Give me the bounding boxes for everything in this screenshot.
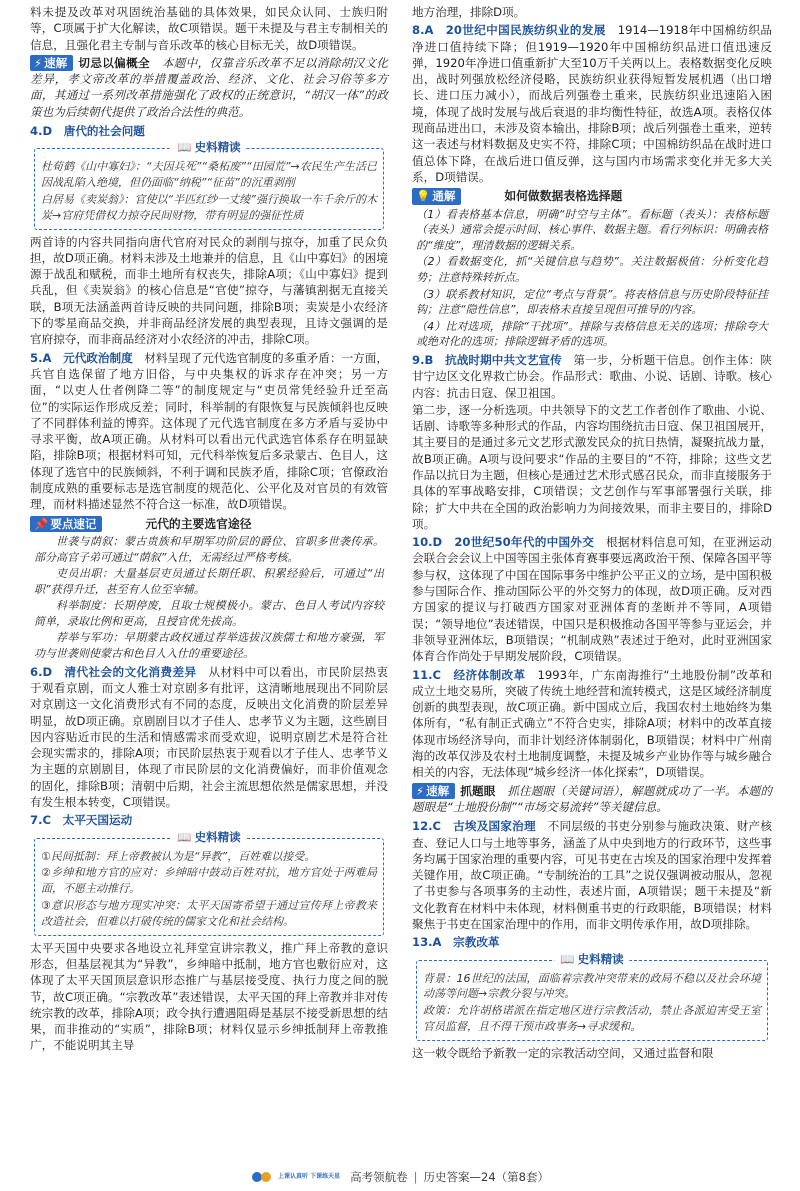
publisher-logo-icon xyxy=(251,1169,273,1185)
tip-body: 抓住题眼（关键词语），解题就成功了一半。本题的题眼是“土地股份制”“市场交易流转”等关键信息。 xyxy=(412,783,772,814)
q13-topic: 宗教改革 xyxy=(453,935,500,950)
q9-number: 9.B xyxy=(412,352,434,367)
method-item: （1）看表格基本信息，明确“时空与主体”。看标题（表头）：表格标题（表头）通常会提示时间、核心事件、数据主题。看行列标识：明确表格的“维度”，理清数据的逻辑关系。 xyxy=(416,207,768,252)
q7-material-box xyxy=(34,829,384,936)
q3-tip xyxy=(30,55,388,120)
key-point-item: 世袭与荫叙：蒙古贵族和早期军功阶层的爵位、官职多世袭传承。部分高官子弟可通过“荫叙”入仕，无需经过严格考核。 xyxy=(34,534,384,564)
q5-topic: 元代政治制度 xyxy=(63,350,133,365)
question-12 xyxy=(412,818,772,932)
q10-topic: 20世纪50年代的中国外交 xyxy=(454,535,595,550)
key-point-item: 吏员出职：大量基层吏员通过长期任职、积累经验后，可通过“出职”获得升迁，甚至有人位至宰辅。 xyxy=(34,567,384,596)
question-13 xyxy=(412,934,772,1061)
tip-lead: 抓题眼 xyxy=(460,783,496,798)
q12-topic: 古埃及国家治理 xyxy=(453,819,536,834)
q7-material-line: ①民间抵制：拜上帝教被认为是“异教”，百姓难以接受。 xyxy=(41,849,316,863)
q10-number: 10.D xyxy=(412,535,443,550)
logo-text: 上课认真听 下课练天星 xyxy=(278,1173,341,1181)
q11-explanation: 1993年，广东南海推行“土地股份制”改革和成立土地交易所，突破了传统土地经营和流转模式，这是区域经济制度创新的典型表现，故C项正确。新中国成立后，我国农村土地始终为集体所有，“私有制正式确立”不符合史实，排除A项；材料中的改革直接体现市场经济导向，而非计划经济体制弱化，B项错误；材料中广州南海的改革仅涉及农村土地制度调整，未提及城乡产业协作等与城乡融合相关的内容，无法体现“城乡经济一体化探索”，D项错误。 xyxy=(412,667,772,780)
q9-step2: 第二步，逐一分析选项。中共领导下的文艺工作者创作了歌曲、小说、话剧、诗歌等多种形式的作品，内容均围绕抗击日寇、保卫祖国展开，其主要目的是通过多元文艺形式激发民众的抗日热情，凝聚抗战力量，故B项正确。A项与设问要求“作品的主要目的”不符，排除；这些文艺作品以抗日为主题，但核心是通过艺术形式感召民众，而非直接服务于具体的军事战略安排，C项错误；文艺创作与军事部署强行关联，排除；扩大中共在全国的政治影响力为间接效果，而非主要目的，排除D项。 xyxy=(412,402,772,531)
method-box xyxy=(412,188,772,350)
q13-material-box xyxy=(416,951,768,1041)
material-label: 📖 史料精读 xyxy=(171,830,246,846)
tip-lead: 切忌以偏概全 xyxy=(78,55,150,70)
q12-number: 12.C xyxy=(412,819,442,834)
question-11 xyxy=(412,667,772,781)
pin-icon: 📌 xyxy=(34,516,49,531)
question-8 xyxy=(412,22,772,185)
method-item: （4）比对选项，排除“干扰项”。排除与表格信息无关的选项；排除夸大或绝对化的选项；排除逻辑矛盾的选项。 xyxy=(416,319,768,349)
method-item: （2）看数据变化，抓“关键信息与趋势”。关注数据极值：分析变化趋势；注意特殊转折点。 xyxy=(416,255,768,284)
question-5 xyxy=(30,350,388,513)
q7-continuation: 地方治理，排除D项。 xyxy=(412,5,526,19)
q13-number: 13.A xyxy=(412,935,442,950)
q4-material-line: 杜荀鹤《山中寡妇》：“夫因兵死”“桑柘废”“田园荒”→农民生产生活已因战乱陷入绝境，但仍面临“纳税”“征苗”的沉重剥削 xyxy=(41,160,377,190)
q4-material-box xyxy=(34,140,384,229)
q13-material-line: 政策：允许胡格诺派在指定地区进行宗教活动，禁止各派迫害受王室官员监督，且不得干预市政事务→寻求缓和。 xyxy=(423,1004,761,1033)
q4-number: 4.D xyxy=(30,124,53,139)
q7-number: 7.C xyxy=(30,813,51,828)
tip-body: 本题中，仅靠音乐改革不足以消除胡汉文化差异，孝文帝改革的举措覆盖政治、经济、文化、社会习俗等多方面，其通过一系列改革措施强化了政权的正统意识，“胡汉一体”的政策也为后续朝代提供了政治合法性的典范。 xyxy=(30,55,388,119)
q4-topic: 唐代的社会问题 xyxy=(63,124,145,139)
lightning-icon: ⚡ xyxy=(34,55,43,70)
footer-series: 高考领航卷 xyxy=(350,1169,408,1184)
section-title: 如何做数据表格选择题 xyxy=(504,189,623,204)
q6-topic: 清代社会的文化消费差异 xyxy=(64,664,197,679)
q10-explanation: 根据材料信息可知，在亚洲运动会联合会会议上中国等国主张体育赛事要远离政治干预、保障各国平等参与权，这体现了中国在国际事务中维护公平正义的立场，是中国积极参与国际合作、推动国际公平的外交努力的体现，故D项正确。反对西方国家的提议与打破西方国家对亚洲体育的垄断并不等同，A项错误；“领导地位”表述错误，中国只是积极推动各国平等参与亚运会，并非领导亚洲体坛，B项错误；“机制成熟”表述过于绝对，此时亚洲国家体育合作尚处于早期发展阶段，C项错误。 xyxy=(412,535,772,664)
method-item: （3）联系教材知识，定位“考点与背景”。将表格信息与历史阶段特征挂钩；注意“隐性信息”，即表格未直接呈现但可推导的内容。 xyxy=(416,287,768,317)
question-6 xyxy=(30,664,388,811)
question-10 xyxy=(412,534,772,664)
key-point-item: 荐举与军功：早期蒙古政权通过荐举选拔汉族儒士和地方豪强，军功与世袭则使蒙古和色目人入仕的重要途径。 xyxy=(34,631,384,661)
tip-tag: ⚡ 速解 xyxy=(30,55,73,71)
q13-explanation: 这一敕令既给予新教一定的宗教活动空间，又通过监督和限 xyxy=(412,1045,714,1060)
key-points-box xyxy=(30,516,388,662)
q7-explanation: 太平天国中央要求各地设立礼拜堂宣讲宗教义，推广拜上帝教的意识形态，但基层视其为“异教”，乡绅暗中抵制，地方官也敷衍应对，这体现了太平天国顶层意识形态推广与基层接受度、执行力度之间的脱节，故C项正确。“宗教改革”表述错误，太平天国的拜上帝教并非对传统宗教的改革，排除A项；政令执行遭遇阻碍是基层不接受新思想的结果，而非推动的“实质”，排除B项；材料仅显示乡绅抵制拜上帝教推广，不能说明其主导 xyxy=(30,940,388,1053)
q8-topic: 20世纪中国民族纺织业的发展 xyxy=(445,23,606,38)
lightning-icon: ⚡ xyxy=(416,783,425,798)
book-icon: 📖 xyxy=(560,951,575,966)
section-title: 元代的主要选官途径 xyxy=(145,516,252,531)
q3-continuation: 料未提及改革对巩固统治基础的具体效果，如民众认同、士族归附等，C项属于扩大化解读，故C项错误。题干未提及与君主专制相关的信息，且强化君主专制与音乐改革的核心目标无关，故D项错误。 xyxy=(30,5,388,52)
q11-tip xyxy=(412,783,772,816)
section-tag: 📌 要点速记 xyxy=(30,516,102,532)
key-point-item: 科举制度：长期停废，且取士规模极小。蒙古、色目人考试内容较简单，录取比例和更高，且授官优先拔高。 xyxy=(34,599,384,628)
q9-topic: 抗战时期中共文艺宣传 xyxy=(445,352,562,367)
q12-explanation: 不同层级的书吏分别参与施政决策、财产核查、登记人口与土地等事务，涵盖了从中央到地方的行政环节，这些事务均属于国家治理的重要内容，可见书吏在古埃及的国家治理中发挥着关键作用，故C项正确。“专制统治的工具”之说仅强调被动服从，忽视了书吏参与各项事务的主动性，表述片面，A项错误；题干未提及“新文化教育在材料中未体现，材料侧重书吏的行政职能，B项错误；材料聚焦于书吏在国家治理中的作用，而非文明传承作用，故D项排除。 xyxy=(412,819,772,931)
right-column xyxy=(412,4,772,1062)
material-label: 📖 史料精读 xyxy=(554,952,629,968)
q4-explanation: 两首诗的内容共同指向唐代官府对民众的剥削与掠夺，加重了民众负担，故D项正确。材料未涉及土地兼并的信息，且《山中寡妇》的困境源于战乱和赋税，而非土地所有权丧失，排除A项；《山中寡妇》提到兵乱，但《卖炭翁》的核心信息是“官使”掠夺，与藩镇割据无直接关联，B项无法涵盖两首诗反映的共同问题，排除B项；卖炭是小农经济下的零星商品交换，并非商品经济发展的典型表现，且诗文强调的是官府掠夺，而非商品经济对小农经济的冲击，排除C项。 xyxy=(30,234,388,347)
q6-explanation: 从材料中可以看出，市民阶层热衷于观看京剧，而文人雅士对京剧多有批评，这清晰地展现出不同阶层对京剧这一文化消费形式有不同的态度，反映出文化消费的阶层差异明显，故D项正确。京剧剧目以才子佳人、忠孝节义为主题，这些剧目因内容贴近市民的生活和情感需求而受欢迎，说明京剧艺术是符合社会现实需求的，排除A项；市民阶层热衷于观看以才子佳人、忠孝节义为主题的京剧剧目，体现了市民阶层的文化消费偏好，而非价值观念的固化，排除B项；清朝中后期，社会主流思想依然是儒家思想，并没有发生根本转变，C项错误。 xyxy=(30,664,388,810)
q5-number: 5.A xyxy=(30,350,52,365)
question-4 xyxy=(30,123,388,348)
q7-topic: 太平天国运动 xyxy=(62,813,133,828)
q4-material-line: 白居易《卖炭翁》：官使以“半匹红纱一丈绫”强行换取一车千余斤的木炭→官府凭借权力掠夺民间财物，带有明显的强征性质 xyxy=(41,192,377,222)
q7-material-line: ②乡绅和地方官的应对：乡绅暗中鼓动百姓对抗，地方官处于两难局面，不愿主动推行。 xyxy=(41,866,377,896)
tip-tag: ⚡ 速解 xyxy=(412,783,455,799)
q7-material-line: ③意识形态与地方现实冲突：太平天国寄希望于通过宣传拜上帝教来改造社会，但难以打破传统的儒家文化和社会结构。 xyxy=(41,899,377,928)
section-tag: 💡 通解 xyxy=(412,188,461,204)
question-7 xyxy=(30,812,388,1053)
q6-number: 6.D xyxy=(30,664,53,679)
q9-step1: 第一步，分析题干信息。创作主体：陕甘宁边区文化界救亡协会。作品形式：歌曲、小说、话剧、诗歌。核心内容：抗击日寇、保卫祖国。 xyxy=(412,352,772,400)
q11-topic: 经济体制改革 xyxy=(453,667,526,682)
q5-explanation: 材料呈现了元代选官制度的多重矛盾：一方面，兵官自选保留了地方旧俗，与中央集权的诉求存在冲突；另一方面，“以吏人仕者例降二等”的制度规定与“吏员常凭经验升迁至高位”的实际运作形成反差；同时，科举制的有限恢复与民族倾斜也反映了不同群体利益的博弈。这体现了元代选官制度在多方矛盾与妥协中寻求平衡，故A项正确。从材料可以看出元代武选官体系存在明显缺陷，排除B项；根据材料可知，元代科举恢复后多录蒙古、色目人，这体现了选官中的民族倾斜，不利于调和民族矛盾，排除C项；官僚政治制度成熟的重要标志是选官制度的规范化、公平化及对官员的有效管理，而材料描述显然不符合这一标准，故D项错误。 xyxy=(30,350,388,512)
question-9 xyxy=(412,352,772,532)
left-column xyxy=(30,4,388,1055)
book-icon: 📖 xyxy=(177,829,192,844)
q13-material-line: 背景：16世纪的法国，面临着宗教冲突带来的政局不稳以及社会环境动荡等问题→宗教分裂与冲突。 xyxy=(423,971,761,1001)
q8-number: 8.A xyxy=(412,23,434,38)
q8-explanation: 1914—1918年中国棉纺织品净进口值持续下降；但1919—1920年中国棉纺织品进口值迅速反弹，1920年净进口值重新扩大至10万千关两以上。表格数据变化反映出，战时列强放松经济侵略，民族纺织业获得短暂发展机遇（出口增长、进口压力减小），而战后列强卷土重来，民族纺织业迅速陷入困境，体现了战时发展与战后衰退的非均衡性特征，故选A项。表格仅体现商品进出口，未涉及资本输出，排除B项；战后列强卷土重来，逆转这一表述与材料数据及史实不符，排除C项；中国棉纺织品在战时进口值总体下降，在战后进口值反弹，这与国内市场需求变化并无多大关系，D项错误。 xyxy=(412,23,772,184)
footer-separator: | xyxy=(413,1169,418,1184)
material-label: 📖 史料精读 xyxy=(171,140,246,156)
book-icon: 📖 xyxy=(177,140,192,155)
footer-page-number: 历史答案—24（第8套） xyxy=(423,1169,549,1184)
page-footer xyxy=(0,1169,800,1185)
bulb-icon: 💡 xyxy=(416,189,431,204)
q11-number: 11.C xyxy=(412,667,442,682)
